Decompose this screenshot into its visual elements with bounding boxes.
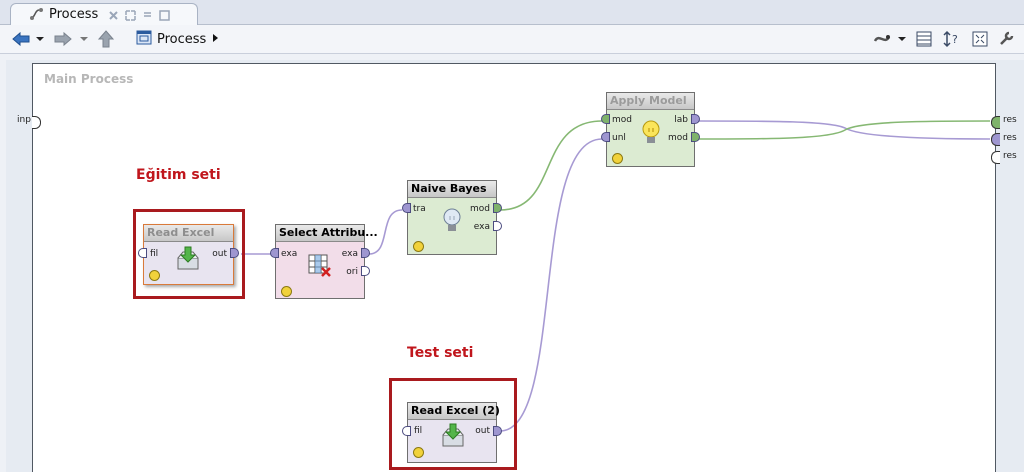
- port-label-fil: fil: [150, 249, 159, 259]
- status-light-icon: [149, 270, 160, 281]
- operator-read-excel-2[interactable]: [407, 402, 500, 463]
- process-result-port-1[interactable]: [991, 116, 1000, 129]
- input-port-fil[interactable]: [402, 426, 411, 436]
- process-result-port-3[interactable]: [991, 151, 1000, 164]
- status-light-icon: [413, 447, 424, 458]
- port-label-mod: mod: [470, 204, 490, 214]
- main-process-title: Main Process: [44, 72, 134, 86]
- operator-title: Select Attribu...: [276, 225, 364, 242]
- port-label-lab: lab: [674, 115, 688, 125]
- port-label-ori: ori: [346, 267, 358, 277]
- result-label-2: res: [1003, 133, 1017, 143]
- port-label-mod: mod: [612, 115, 632, 125]
- input-port-tra[interactable]: [402, 203, 411, 213]
- input-port-fil[interactable]: [138, 248, 147, 258]
- process-result-port-2[interactable]: [991, 133, 1000, 146]
- port-label-fil: fil: [414, 426, 423, 436]
- process-breadcrumb-label: Process: [157, 31, 207, 47]
- read-excel-icon: [440, 422, 466, 452]
- svg-text:?: ?: [952, 33, 958, 46]
- attribute-filter-icon: [308, 254, 332, 282]
- read-excel-icon: [175, 245, 201, 275]
- training-set-annotation: Eğitim seti: [136, 167, 221, 183]
- result-label-1: res: [1003, 115, 1017, 125]
- wire-naive-bayes-to-apply-model: [500, 121, 602, 210]
- input-port-mod[interactable]: [601, 114, 610, 124]
- port-label-mod-out: mod: [668, 133, 688, 143]
- port-label-out: out: [212, 249, 227, 259]
- process-input-label: inp: [17, 115, 31, 125]
- port-label-exa-in: exa: [281, 249, 298, 259]
- tab-title: Process: [49, 7, 99, 22]
- lightbulb-icon: [442, 208, 462, 238]
- port-label-tra: tra: [413, 204, 426, 214]
- test-set-annotation: Test seti: [407, 345, 474, 361]
- port-label-out: out: [475, 426, 490, 436]
- input-port-exa[interactable]: [270, 248, 279, 258]
- operator-title: Apply Model: [607, 93, 694, 110]
- port-label-unl: unl: [612, 133, 626, 143]
- port-label-exa: exa: [473, 222, 490, 232]
- operator-title: Naive Bayes: [408, 181, 496, 198]
- operator-select-attributes[interactable]: [275, 224, 378, 299]
- operator-title: Read Excel (2): [408, 403, 496, 420]
- lit-lightbulb-icon: [641, 120, 661, 150]
- wire-model-to-res2: [698, 121, 990, 139]
- status-light-icon: [413, 241, 424, 252]
- operator-naive-bayes[interactable]: [407, 180, 497, 255]
- result-label-3: res: [1003, 151, 1017, 161]
- operator-read-excel[interactable]: [143, 224, 234, 285]
- input-port-unl[interactable]: [601, 132, 610, 142]
- operator-title: Read Excel: [144, 225, 233, 242]
- port-label-exa-out: exa: [341, 249, 358, 259]
- status-light-icon: [281, 286, 292, 297]
- operator-apply-model[interactable]: [606, 92, 695, 167]
- status-light-icon: [612, 153, 623, 164]
